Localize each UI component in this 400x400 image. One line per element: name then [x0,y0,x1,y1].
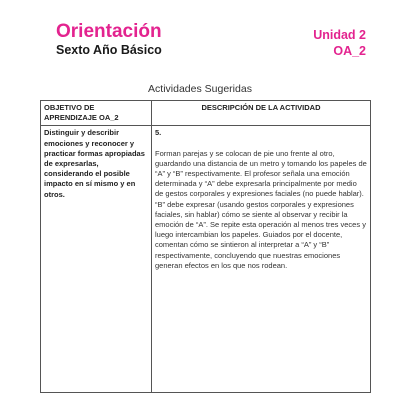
header-title: Orientación [56,21,162,42]
table-header-row [41,101,371,126]
activity-table [40,100,371,393]
objective-header: OBJETIVO DE APRENDIZAJE OA_2 [41,101,152,126]
objective-cell: Distinguir y describir emociones y reconocer y practicar formas apropiadas de expresarlas, considerando el posible impacto en sí mismo y en otros. [41,126,152,393]
description-header: DESCRIPCIÓN DE LA ACTIVIDAD [152,101,371,126]
activity-description: Forman parejas y se colocan de pie uno frente al otro, guardando una distancia de un metro y tomando los papeles de “A” y “B” respectivamente. El profesor señala una emoción determinada y “A” debe expresarla principalmente por medio de gestos corporales y expresiones faciales (no puede hablar). “B” debe expresar (usando gestos corporales y expresiones faciales, sin hablar) cómo se siente al observar y recibir la emoción de “A”. Se repite esta operación al menos tres veces y luego intercambian los papeles. Guiados por el docente, comentan cómo se sintieron al interpretar a “A” y “B” respectivamente, concluyendo que nuestras emociones generan efectos en los que nos rodean. [155,148,367,270]
header-subtitle: Sexto Año Básico [56,43,162,57]
header-unit: Unidad 2 [313,28,366,42]
section-title: Actividades Sugeridas [148,83,252,95]
description-cell [152,126,371,393]
header-oa: OA_2 [333,44,366,58]
activity-number: 5. [155,128,162,138]
table-row [41,126,371,393]
